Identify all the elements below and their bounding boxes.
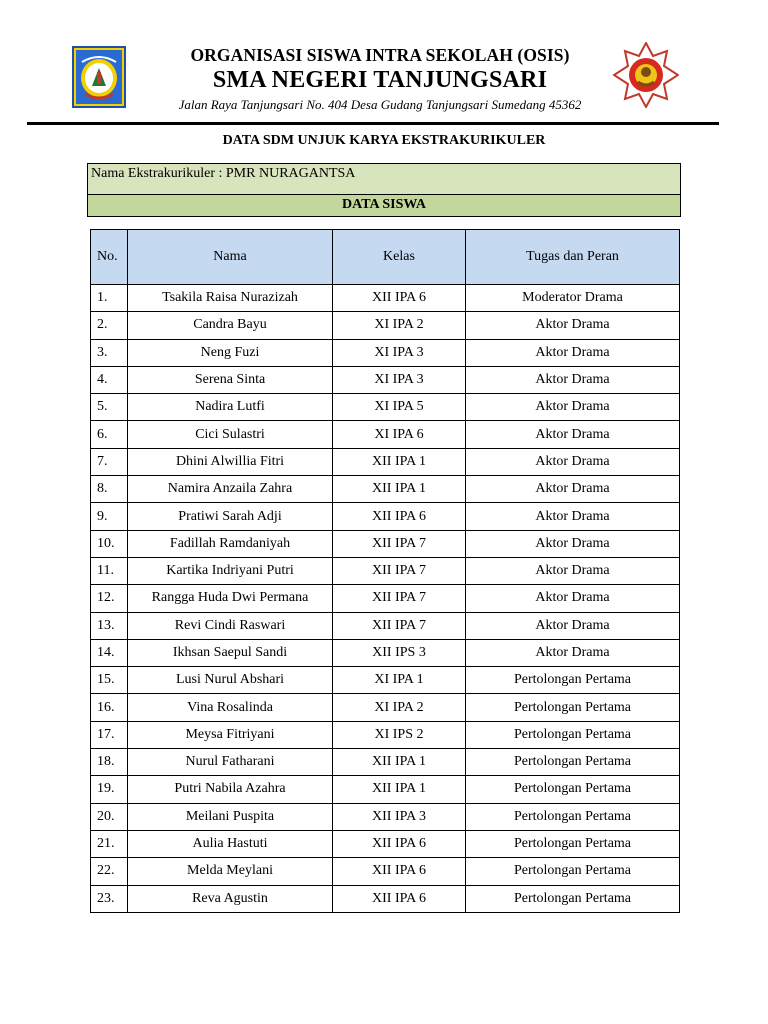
cell-no: 7. bbox=[91, 448, 128, 475]
cell-tugas: Aktor Drama bbox=[466, 557, 680, 584]
cell-no: 13. bbox=[91, 612, 128, 639]
cell-tugas: Aktor Drama bbox=[466, 639, 680, 666]
cell-tugas: Aktor Drama bbox=[466, 585, 680, 612]
cell-kelas: XII IPA 7 bbox=[333, 612, 466, 639]
cell-no: 10. bbox=[91, 530, 128, 557]
cell-kelas: XII IPA 7 bbox=[333, 557, 466, 584]
cell-nama: Vina Rosalinda bbox=[128, 694, 333, 721]
column-header-nama: Nama bbox=[128, 230, 333, 285]
cell-nama: Pratiwi Sarah Adji bbox=[128, 503, 333, 530]
cell-nama: Candra Bayu bbox=[128, 312, 333, 339]
cell-no: 14. bbox=[91, 639, 128, 666]
cell-no: 21. bbox=[91, 830, 128, 857]
cell-tugas: Aktor Drama bbox=[466, 394, 680, 421]
table-row bbox=[91, 694, 680, 721]
cell-no: 17. bbox=[91, 721, 128, 748]
document-title: DATA SDM UNJUK KARYA EKSTRAKURIKULER bbox=[222, 133, 546, 148]
table-row bbox=[91, 448, 680, 475]
student-table bbox=[90, 229, 680, 913]
table-row bbox=[91, 503, 680, 530]
cell-no: 16. bbox=[91, 694, 128, 721]
cell-nama: Lusi Nurul Abshari bbox=[128, 667, 333, 694]
cell-no: 22. bbox=[91, 858, 128, 885]
cell-kelas: XII IPA 7 bbox=[333, 530, 466, 557]
cell-kelas: XI IPA 2 bbox=[333, 694, 466, 721]
cell-tugas: Pertolongan Pertama bbox=[466, 803, 680, 830]
table-row bbox=[91, 285, 680, 312]
table-row bbox=[91, 312, 680, 339]
cell-kelas: XII IPA 6 bbox=[333, 830, 466, 857]
table-row bbox=[91, 421, 680, 448]
column-header-kelas: Kelas bbox=[333, 230, 466, 285]
ekskul-info-box bbox=[87, 163, 681, 218]
cell-kelas: XII IPA 7 bbox=[333, 585, 466, 612]
cell-no: 4. bbox=[91, 366, 128, 393]
table-row bbox=[91, 667, 680, 694]
cell-tugas: Aktor Drama bbox=[466, 339, 680, 366]
cell-kelas: XII IPA 6 bbox=[333, 858, 466, 885]
letterhead bbox=[130, 44, 630, 114]
column-header-tugas: Tugas dan Peran bbox=[466, 230, 680, 285]
cell-no: 18. bbox=[91, 749, 128, 776]
cell-no: 19. bbox=[91, 776, 128, 803]
cell-nama: Serena Sinta bbox=[128, 366, 333, 393]
cell-nama: Rangga Huda Dwi Permana bbox=[128, 585, 333, 612]
table-row bbox=[91, 830, 680, 857]
cell-tugas: Pertolongan Pertama bbox=[466, 858, 680, 885]
cell-nama: Melda Meylani bbox=[128, 858, 333, 885]
cell-nama: Cici Sulastri bbox=[128, 421, 333, 448]
table-body bbox=[91, 285, 680, 913]
cell-nama: Ikhsan Saepul Sandi bbox=[128, 639, 333, 666]
cell-tugas: Aktor Drama bbox=[466, 530, 680, 557]
cell-kelas: XII IPA 1 bbox=[333, 448, 466, 475]
table-row bbox=[91, 721, 680, 748]
table-row bbox=[91, 585, 680, 612]
cell-nama: Revi Cindi Raswari bbox=[128, 612, 333, 639]
org-line: ORGANISASI SISWA INTRA SEKOLAH (OSIS) bbox=[190, 45, 570, 65]
cell-tugas: Pertolongan Pertama bbox=[466, 776, 680, 803]
cell-tugas: Aktor Drama bbox=[466, 448, 680, 475]
cell-tugas: Aktor Drama bbox=[466, 366, 680, 393]
cell-nama: Reva Agustin bbox=[128, 885, 333, 912]
cell-kelas: XII IPA 1 bbox=[333, 749, 466, 776]
school-emblem-icon bbox=[72, 46, 126, 108]
cell-tugas: Aktor Drama bbox=[466, 503, 680, 530]
cell-no: 20. bbox=[91, 803, 128, 830]
cell-tugas: Pertolongan Pertama bbox=[466, 694, 680, 721]
table-row bbox=[91, 885, 680, 912]
column-header-no: No. bbox=[91, 230, 128, 285]
cell-no: 8. bbox=[91, 476, 128, 503]
cell-kelas: XII IPA 6 bbox=[333, 285, 466, 312]
cell-tugas: Pertolongan Pertama bbox=[466, 749, 680, 776]
section-label: DATA SISWA bbox=[87, 195, 681, 217]
cell-no: 3. bbox=[91, 339, 128, 366]
cell-no: 5. bbox=[91, 394, 128, 421]
cell-tugas: Pertolongan Pertama bbox=[466, 667, 680, 694]
cell-nama: Nadira Lutfi bbox=[128, 394, 333, 421]
cell-nama: Aulia Hastuti bbox=[128, 830, 333, 857]
cell-no: 2. bbox=[91, 312, 128, 339]
cell-nama: Fadillah Ramdaniyah bbox=[128, 530, 333, 557]
table-row bbox=[91, 339, 680, 366]
cell-kelas: XII IPA 1 bbox=[333, 776, 466, 803]
cell-kelas: XI IPA 3 bbox=[333, 339, 466, 366]
cell-kelas: XI IPA 3 bbox=[333, 366, 466, 393]
cell-kelas: XI IPA 1 bbox=[333, 667, 466, 694]
table-row bbox=[91, 394, 680, 421]
table-row bbox=[91, 612, 680, 639]
cell-kelas: XI IPA 6 bbox=[333, 421, 466, 448]
cell-no: 15. bbox=[91, 667, 128, 694]
cell-nama: Dhini Alwillia Fitri bbox=[128, 448, 333, 475]
cell-kelas: XI IPA 5 bbox=[333, 394, 466, 421]
osis-emblem-icon bbox=[613, 42, 679, 108]
cell-kelas: XII IPA 3 bbox=[333, 803, 466, 830]
school-address: Jalan Raya Tanjungsari No. 404 Desa Gudang Tanjungsari Sumedang 45362 bbox=[178, 97, 582, 112]
table-row bbox=[91, 858, 680, 885]
table-row bbox=[91, 749, 680, 776]
cell-tugas: Pertolongan Pertama bbox=[466, 721, 680, 748]
table-row bbox=[91, 776, 680, 803]
cell-no: 1. bbox=[91, 285, 128, 312]
school-name: SMA NEGERI TANJUNGSARI bbox=[212, 67, 548, 93]
cell-tugas: Aktor Drama bbox=[466, 421, 680, 448]
cell-tugas: Aktor Drama bbox=[466, 476, 680, 503]
cell-kelas: XII IPA 6 bbox=[333, 503, 466, 530]
cell-tugas: Aktor Drama bbox=[466, 612, 680, 639]
cell-tugas: Pertolongan Pertama bbox=[466, 885, 680, 912]
table-header-row bbox=[91, 230, 680, 285]
cell-nama: Nurul Fatharani bbox=[128, 749, 333, 776]
cell-no: 11. bbox=[91, 557, 128, 584]
cell-nama: Namira Anzaila Zahra bbox=[128, 476, 333, 503]
table-row bbox=[91, 530, 680, 557]
cell-kelas: XII IPS 3 bbox=[333, 639, 466, 666]
table-row bbox=[91, 366, 680, 393]
cell-nama: Meilani Puspita bbox=[128, 803, 333, 830]
cell-nama: Putri Nabila Azahra bbox=[128, 776, 333, 803]
table-row bbox=[91, 639, 680, 666]
cell-kelas: XII IPA 6 bbox=[333, 885, 466, 912]
cell-tugas: Moderator Drama bbox=[466, 285, 680, 312]
cell-nama: Kartika Indriyani Putri bbox=[128, 557, 333, 584]
cell-nama: Meysa Fitriyani bbox=[128, 721, 333, 748]
header-divider bbox=[27, 122, 719, 125]
cell-nama: Tsakila Raisa Nurazizah bbox=[128, 285, 333, 312]
cell-kelas: XI IPS 2 bbox=[333, 721, 466, 748]
table-row bbox=[91, 476, 680, 503]
cell-no: 12. bbox=[91, 585, 128, 612]
cell-tugas: Aktor Drama bbox=[466, 312, 680, 339]
table-row bbox=[91, 803, 680, 830]
cell-kelas: XI IPA 2 bbox=[333, 312, 466, 339]
table-row bbox=[91, 557, 680, 584]
cell-no: 23. bbox=[91, 885, 128, 912]
cell-no: 9. bbox=[91, 503, 128, 530]
cell-kelas: XII IPA 1 bbox=[333, 476, 466, 503]
ekskul-name-label: Nama Ekstrakurikuler : PMR NURAGANTSA bbox=[87, 163, 681, 195]
cell-no: 6. bbox=[91, 421, 128, 448]
cell-nama: Neng Fuzi bbox=[128, 339, 333, 366]
cell-tugas: Pertolongan Pertama bbox=[466, 830, 680, 857]
